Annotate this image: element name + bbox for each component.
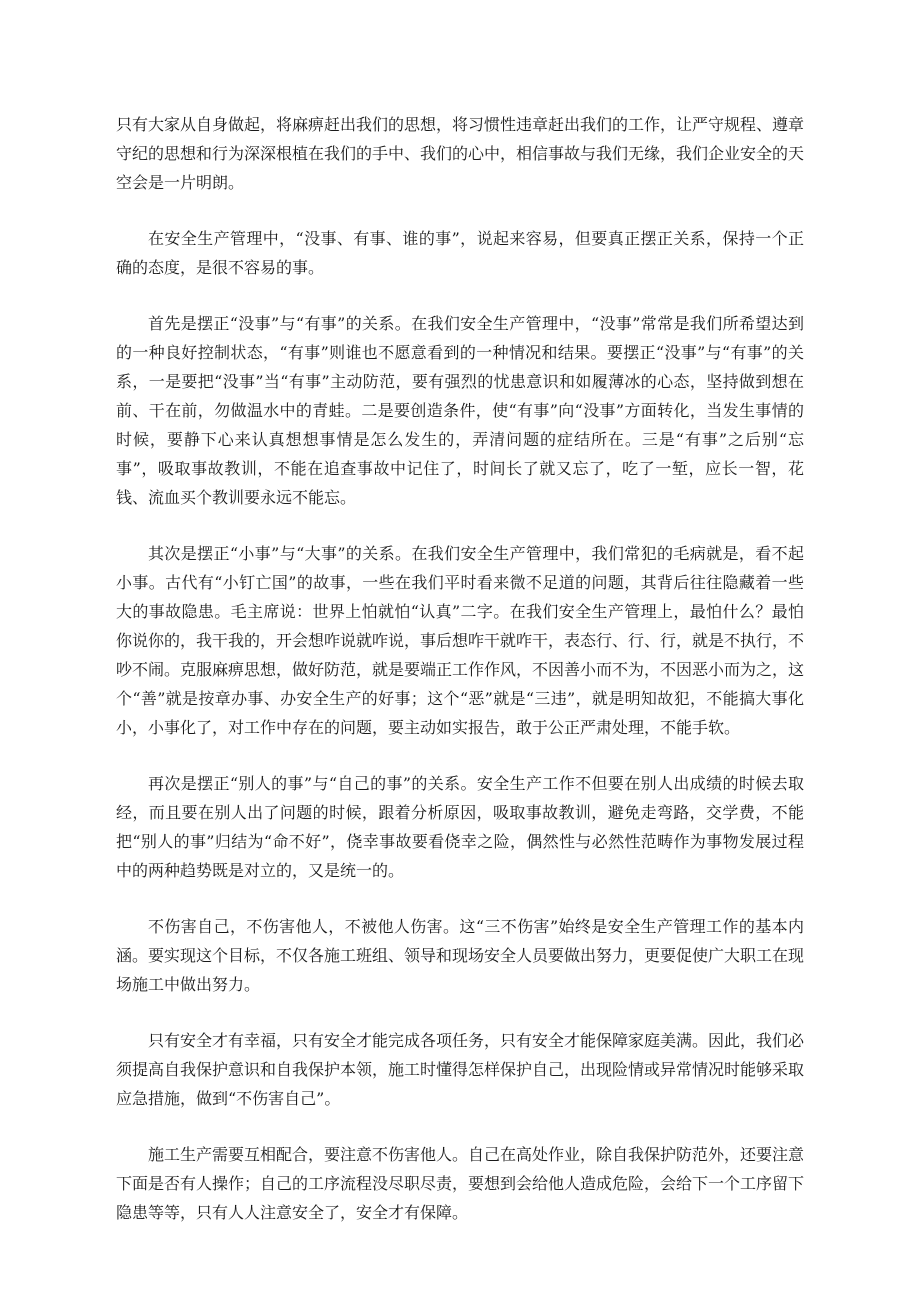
paragraph-overview: 在安全生产管理中，“没事、有事、谁的事”，说起来容易，但要真正摆正关系，保持一个正确的态度，是很不容易的事。 [116,229,804,277]
paragraph-cooperation: 施工生产需要互相配合，要注意不伤害他人。自己在高处作业，除自我保护防范外，还要注意下面是否有人操作；自己的工序流程没尽职尽责，要想到会给他人造成危险，会给下一个工序留下隐患等等，只有人人注意安全了，安全才有保障。 [116,1145,805,1222]
paragraph-small-vs-big: 其次是摆正“小事”与“大事”的关系。在我们安全生产管理中，我们常犯的毛病就是，看不起小事。古代有“小钉亡国”的故事，一些在我们平时看来微不足道的问题，其背后往往隐藏着一些大的事故隐患。毛主席说：世界上怕就怕“认真”二字。在我们安全生产管理上，最怕什么？最怕你说你的，我干我的，开会想咋说就咋说，事后想咋干就咋干，表态行、行、行，就是不执行，不吵不闹。克服麻痹思想，做好防范，就是要端正工作作风，不因善小而不为，不因恶小而为之，这个“善”就是按章办事、办安全生产的好事；这个“恶”就是“三违”，就是明知故犯，不能搞大事化小，小事化了，对工作中存在的问题，要主动如实报告，敢于公正严肃处理，不能手软。 [116,544,805,737]
paragraph-three-no-harm: 不伤害自己，不伤害他人，不被他人伤害。这“三不伤害”始终是安全生产管理工作的基本内涵。要实现这个目标，不仅各施工班组、领导和现场安全人员要做出努力，更要促使广大职工在现场施工中做出努力。 [116,917,805,994]
document-body [116,110,804,1254]
paragraph-others-vs-own: 再次是摆正“别人的事”与“自己的事”的关系。安全生产工作不但要在别人出成绩的时候去取经，而且要在别人出了问题的时候，跟着分析原因，吸取事故教训，避免走弯路，交学费，不能把“别人的事”归结为“命不好”，侥幸事故要看侥幸之险，偶然性与必然性范畴作为事物发展过程中的两种趋势既是对立的，又是统一的。 [116,774,804,880]
paragraph-safety-happiness: 只有安全才有幸福，只有安全才能完成各项任务，只有安全才能保障家庭美满。因此，我们必须提高自我保护意识和自我保护本领，施工时懂得怎样保护自己，出现险情或异常情况时能够采取应急措施，做到“不伤害自己”。 [116,1031,805,1108]
paragraph-no-issue-vs-issue: 首先是摆正“没事”与“有事”的关系。在我们安全生产管理中，“没事”常常是我们所希望达到的一种良好控制状态，“有事”则谁也不愿意看到的一种情况和结果。要摆正“没事”与“有事”的关系，一是要把“没事”当“有事”主动防范，要有强烈的忧患意识和如履薄冰的心态，坚持做到想在前、干在前，勿做温水中的青蛙。二是要创造条件，使“有事”向“没事”方面转化，当发生事情的时候，要静下心来认真想想事情是怎么发生的，弄清问题的症结所在。三是“有事”之后别“忘事”，吸取事故教训，不能在追查事故中记住了，时间长了就又忘了，吃了一堑，应长一智，花钱、流血买个教训要永远不能忘。 [116,314,804,507]
paragraph-intro: 只有大家从自身做起，将麻痹赶出我们的思想，将习惯性违章赶出我们的工作，让严守规程、遵章守纪的思想和行为深深根植在我们的手中、我们的心中，相信事故与我们无缘，我们企业安全的天空会是一片明朗。 [116,115,805,192]
